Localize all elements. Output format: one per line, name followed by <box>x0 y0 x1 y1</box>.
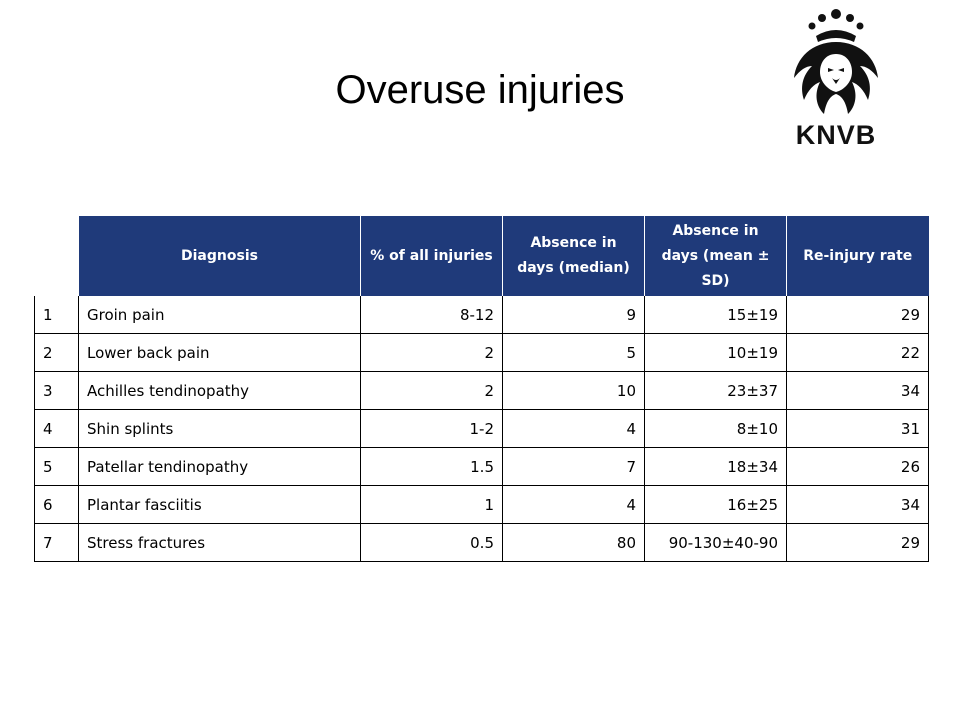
knvb-logo-text: KNVB <box>795 120 877 150</box>
table-row <box>35 334 929 372</box>
mean-cell: 90-130±40-90 <box>645 524 787 562</box>
table-header-row <box>35 216 929 296</box>
diagnosis-cell: Groin pain <box>79 296 361 334</box>
median-cell: 10 <box>503 372 645 410</box>
percent-cell: 2 <box>361 372 503 410</box>
percent-cell: 1-2 <box>361 410 503 448</box>
row-number: 7 <box>35 524 79 562</box>
median-cell: 9 <box>503 296 645 334</box>
diagnosis-cell: Patellar tendinopathy <box>79 448 361 486</box>
reinjury-cell: 34 <box>787 372 929 410</box>
row-number: 5 <box>35 448 79 486</box>
percent-cell: 1 <box>361 486 503 524</box>
header-diagnosis: Diagnosis <box>79 216 361 296</box>
mean-cell: 16±25 <box>645 486 787 524</box>
injury-table <box>34 216 929 562</box>
header-median: Absence in days (median) <box>503 216 645 296</box>
table-row <box>35 410 929 448</box>
row-number: 3 <box>35 372 79 410</box>
percent-cell: 8-12 <box>361 296 503 334</box>
reinjury-cell: 22 <box>787 334 929 372</box>
diagnosis-cell: Plantar fasciitis <box>79 486 361 524</box>
reinjury-cell: 29 <box>787 524 929 562</box>
diagnosis-cell: Stress fractures <box>79 524 361 562</box>
header-mean: Absence in days (mean ± SD) <box>645 216 787 296</box>
table-row <box>35 448 929 486</box>
header-percent: % of all injuries <box>361 216 503 296</box>
row-number: 6 <box>35 486 79 524</box>
reinjury-cell: 29 <box>787 296 929 334</box>
row-number: 4 <box>35 410 79 448</box>
median-cell: 4 <box>503 410 645 448</box>
table-row <box>35 486 929 524</box>
reinjury-cell: 34 <box>787 486 929 524</box>
reinjury-cell: 26 <box>787 448 929 486</box>
diagnosis-cell: Shin splints <box>79 410 361 448</box>
median-cell: 80 <box>503 524 645 562</box>
diagnosis-cell: Lower back pain <box>79 334 361 372</box>
header-blank-cell <box>35 216 79 296</box>
median-cell: 7 <box>503 448 645 486</box>
row-number: 2 <box>35 334 79 372</box>
mean-cell: 18±34 <box>645 448 787 486</box>
header-reinjury: Re-injury rate <box>787 216 929 296</box>
percent-cell: 0.5 <box>361 524 503 562</box>
table-row <box>35 372 929 410</box>
table-row <box>35 296 929 334</box>
page-title: Overuse injuries <box>335 68 625 112</box>
mean-cell: 8±10 <box>645 410 787 448</box>
percent-cell: 2 <box>361 334 503 372</box>
median-cell: 4 <box>503 486 645 524</box>
mean-cell: 10±19 <box>645 334 787 372</box>
percent-cell: 1.5 <box>361 448 503 486</box>
median-cell: 5 <box>503 334 645 372</box>
mean-cell: 15±19 <box>645 296 787 334</box>
reinjury-cell: 31 <box>787 410 929 448</box>
mean-cell: 23±37 <box>645 372 787 410</box>
diagnosis-cell: Achilles tendinopathy <box>79 372 361 410</box>
table-row <box>35 524 929 562</box>
row-number: 1 <box>35 296 79 334</box>
